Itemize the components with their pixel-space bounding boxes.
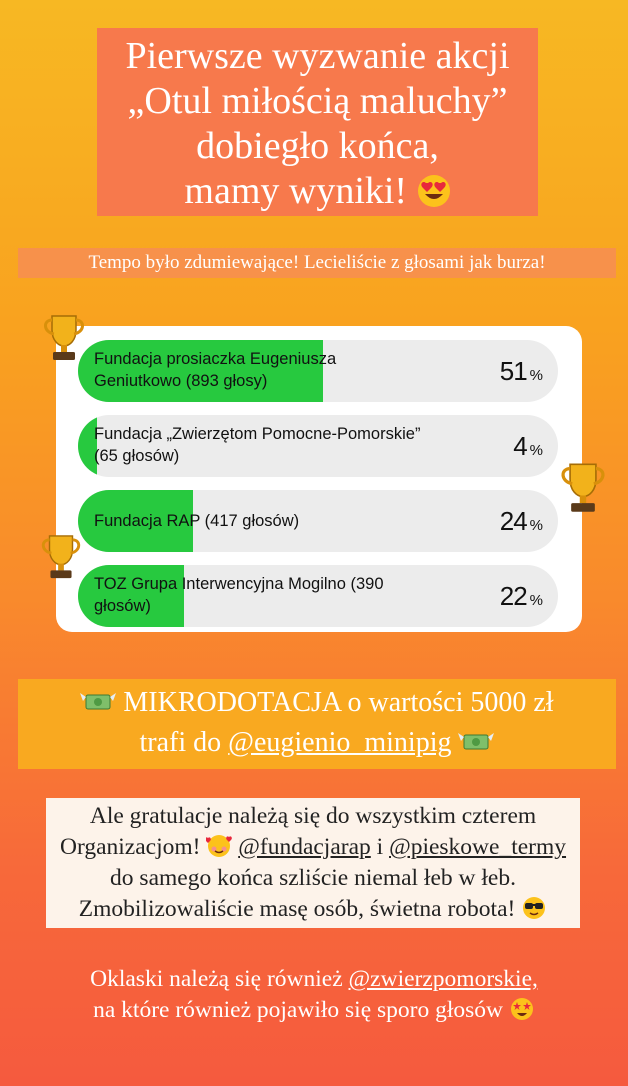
congrats-conjunction: i — [376, 834, 384, 860]
poll-option-1-percent: 51 % — [499, 356, 542, 386]
money-with-wings-icon — [80, 689, 116, 715]
congrats-box — [46, 798, 580, 928]
star-struck-emoji — [509, 996, 535, 1022]
poll-option-2-label: Fundacja „Zwierzętom Pomocne-Pomorskie” (65 głosów) — [94, 425, 421, 465]
sunglasses-emoji — [521, 895, 547, 921]
congrats-line-1: Ale gratulacje należą się do wszystkim czterem — [89, 803, 537, 829]
title-line-1: Pierwsze wyzwanie akcji — [125, 35, 510, 77]
microgrant-banner — [18, 679, 616, 769]
poll-option-3[interactable] — [78, 490, 558, 552]
congrats-line-2-prefix: Organizacjom! — [59, 834, 201, 860]
poll-option-2-percent: 4 % — [513, 431, 542, 461]
poll-option-4[interactable] — [78, 565, 558, 627]
trophy-icon — [38, 532, 84, 582]
poll-option-1[interactable] — [78, 340, 558, 402]
applause-line-1-prefix: Oklaski należą się również — [90, 966, 343, 992]
applause-line-2: na które również pojawiło się sporo głosów — [93, 997, 503, 1023]
smiling-face-with-hearts-emoji — [206, 833, 232, 859]
congrats-line-4: Zmobilizowaliście masę osób, świetna robota! — [78, 896, 516, 922]
poll-option-3-label: Fundacja RAP (417 głosów) — [94, 512, 300, 530]
heart-eyes-emoji — [417, 174, 451, 208]
applause-text — [20, 964, 608, 1026]
trophy-icon — [40, 312, 88, 364]
title-line-4: mamy wyniki! — [184, 170, 408, 212]
poll-option-4-label: TOZ Grupa Interwencyjna Mogilno (390 głosów) — [94, 575, 384, 615]
poll-card — [56, 326, 582, 632]
title-line-3: dobiegło końca, — [196, 125, 439, 167]
mention-pieskowe-termy[interactable]: @pieskowe_termy — [389, 834, 567, 860]
mention-zwierzpomorskie[interactable]: @zwierzpomorskie, — [348, 966, 538, 992]
mention-fundacjarap[interactable]: @fundacjarap — [238, 834, 371, 860]
title-banner — [97, 28, 538, 216]
microgrant-line-1: MIKRODOTACJA o wartości 5000 zł — [123, 687, 554, 718]
title-line-2: „Otul miłością maluchy” — [127, 80, 508, 122]
poll-option-4-percent: 22 % — [499, 581, 542, 611]
poll-option-3-percent: 24 % — [499, 506, 542, 536]
poll-option-1-label: Fundacja prosiaczka Eugeniusza Geniutkowo (893 głosy) — [94, 350, 337, 390]
microgrant-line-2-prefix: trafi do — [139, 727, 222, 758]
poll-option-2[interactable] — [78, 415, 558, 477]
money-with-wings-icon — [458, 729, 494, 755]
mention-eugienio-minipig[interactable]: @eugienio_minipig — [228, 727, 452, 758]
trophy-icon — [557, 460, 609, 516]
tempo-banner: Tempo było zdumiewające! Lecieliście z głosami jak burza! — [18, 248, 616, 278]
congrats-line-3: do samego końca szliście niemal łeb w łeb. — [110, 865, 516, 891]
